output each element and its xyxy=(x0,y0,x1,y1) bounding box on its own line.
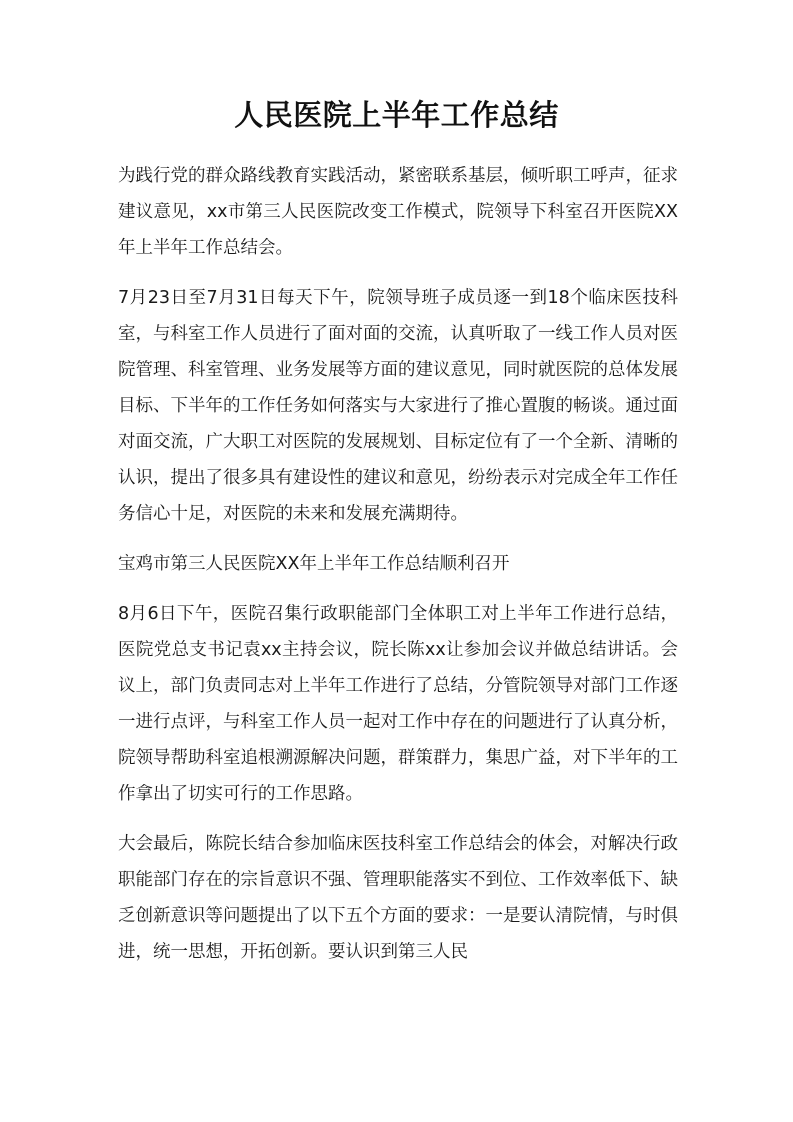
document-title: 人民医院上半年工作总结 xyxy=(234,98,559,132)
paragraph-conclusion: 大会最后，陈院长结合参加临床医技科室工作总结会的体会，对解决行政职能部门存在的宗旨意识不强、管理职能落实不到位、工作效率低下、缺乏创新意识等问题提出了以下五个方面的要求：一是要认清院情，与时俱进，统一思想，开拓创新。要认识到第三人民 xyxy=(118,834,678,962)
paragraph-july-visits: 7月23日至7月31日每天下午，院领导班子成员逐一到18个临床医技科室，与科室工作人员进行了面对面的交流，认真听取了一线工作人员对医院管理、科室管理、业务发展等方面的建议意见，同时就医院的总体发展目标、下半年的工作任务如何落实与大家进行了推心置腹的畅谈。通过面对面交流，广大职工对医院的发展规划、目标定位有了一个全新、清晰的认识，提出了很多具有建设性的建议和意见，纷纷表示对完成全年工作任务信心十足，对医院的未来和发展充满期待。 xyxy=(118,288,678,524)
document-body xyxy=(118,158,678,970)
paragraph-august-meeting: 8月6日下午，医院召集行政职能部门全体职工对上半年工作进行总结，医院党总支书记袁xx主持会议，院长陈xx让参加会议并做总结讲话。会议上，部门负责同志对上半年工作进行了总结，分管院领导对部门工作逐一进行点评，与科室工作人员一起对工作中存在的问题进行了认真分析，院领导帮助科室追根溯源解决问题，群策群力，集思广益，对下半年的工作拿出了切实可行的工作思路。 xyxy=(118,604,678,804)
paragraph-intro: 为践行党的群众路线教育实践活动，紧密联系基层，倾听职工呼声，征求建议意见，xx市第三人民医院改变工作模式，院领导下科室召开医院XX年上半年工作总结会。 xyxy=(118,166,678,258)
section-heading: 宝鸡市第三人民医院XX年上半年工作总结顺利召开 xyxy=(118,554,510,574)
